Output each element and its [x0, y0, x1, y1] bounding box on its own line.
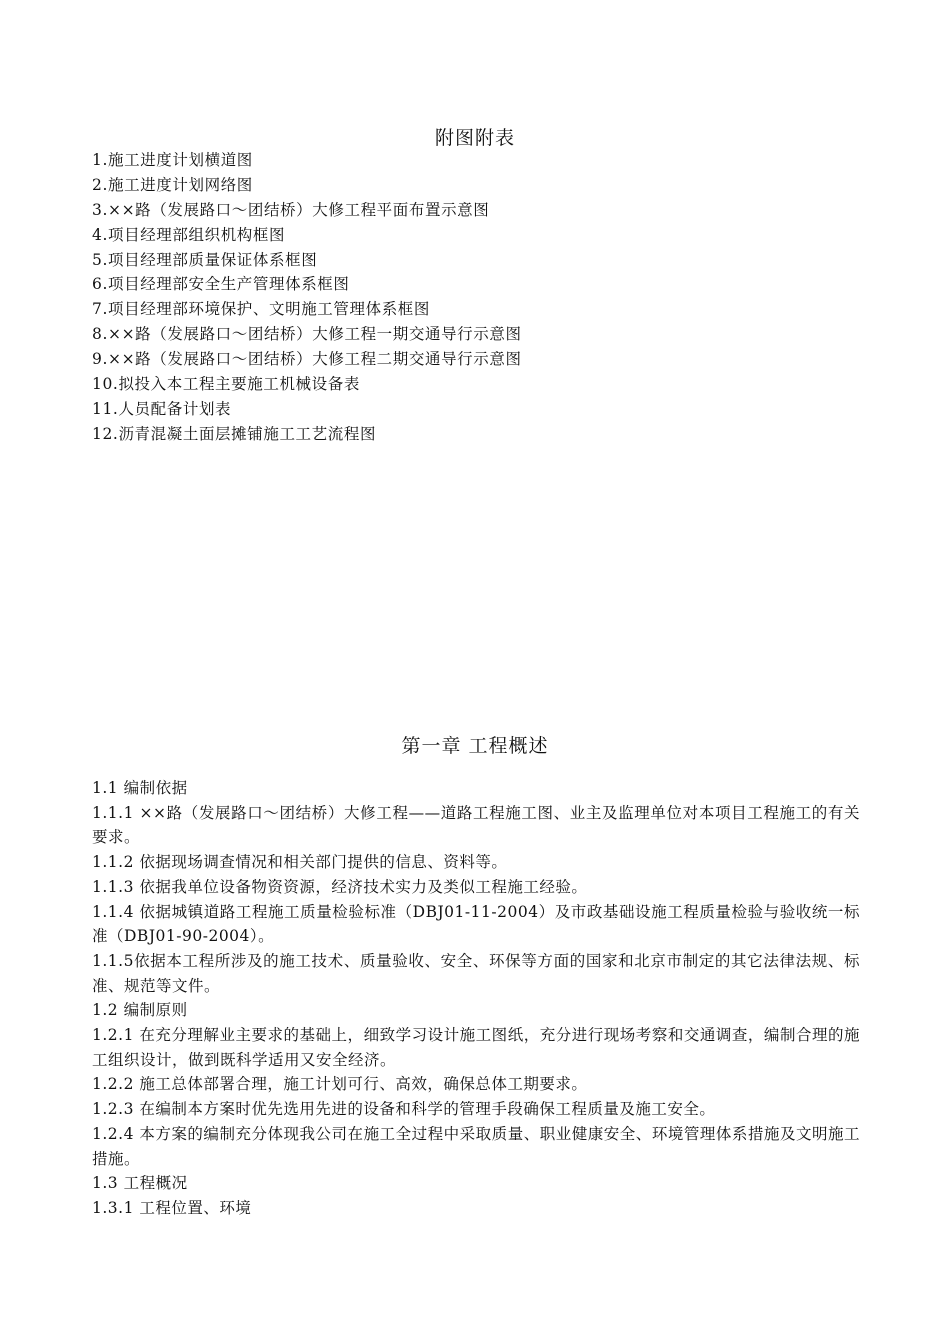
- paragraph: 1.1.1 ××路（发展路口～团结桥）大修工程——道路工程施工图、业主及监理单位对本项目工程施工的有关要求。: [92, 803, 860, 847]
- appendix-item: 10.拟投入本工程主要施工机械设备表: [92, 375, 360, 394]
- section-heading: 1.2 编制原则: [92, 1001, 188, 1020]
- appendix-item: 5.项目经理部质量保证体系框图: [92, 250, 318, 269]
- subsection-heading: 1.3.1 工程位置、环境: [92, 1198, 252, 1217]
- appendix-title: 附图附表: [434, 127, 515, 149]
- appendix-item: 7.项目经理部环境保护、文明施工管理体系框图: [92, 300, 430, 319]
- appendix-item: 12.沥青混凝土面层摊铺施工工艺流程图: [92, 424, 377, 443]
- chapter-body: [92, 776, 860, 1221]
- appendix-item: 4.项目经理部组织机构框图: [92, 225, 286, 244]
- section-heading: 1.1 编制依据: [92, 779, 188, 797]
- appendix-item: 8.××路（发展路口～团结桥）大修工程一期交通导行示意图: [92, 325, 522, 344]
- appendix-item: 11.人员配备计划表: [92, 399, 232, 418]
- chapter-title: 第一章 工程概述: [401, 735, 549, 757]
- paragraph: 1.1.4 依据城镇道路工程施工质量检验标准（DBJ01-11-2004）及市政基础设施工程质量检验与验收统一标准（DBJ01-90-2004）。: [92, 902, 860, 946]
- paragraph: 1.1.3 依据我单位设备物资资源，经济技术实力及类似工程施工经验。: [92, 877, 588, 896]
- paragraph: 1.1.5依据本工程所涉及的施工技术、质量验收、安全、环保等方面的国家和北京市制定的其它法律法规、标准、规范等文件。: [92, 951, 860, 995]
- section-heading: 1.3 工程概况: [92, 1174, 188, 1193]
- appendix-item: 6.项目经理部安全生产管理体系框图: [92, 275, 350, 294]
- appendix-item: 2.施工进度计划网络图: [92, 175, 253, 194]
- paragraph: 1.1.2 依据现场调查情况和相关部门提供的信息、资料等。: [92, 853, 508, 872]
- appendix-item: 9.××路（发展路口～团结桥）大修工程二期交通导行示意图: [92, 350, 522, 369]
- paragraph: 1.2.1 在充分理解业主要求的基础上，细致学习设计施工图纸，充分进行现场考察和交通调查，编制合理的施工组织设计，做到既科学适用又安全经济。: [92, 1026, 860, 1069]
- appendix-list: [92, 148, 872, 447]
- appendix-item: 1.施工进度计划横道图: [92, 151, 253, 169]
- paragraph: 1.2.2 施工总体部署合理，施工计划可行、高效，确保总体工期要求。: [92, 1075, 588, 1094]
- appendix-item: 3.××路（发展路口～团结桥）大修工程平面布置示意图: [92, 200, 490, 219]
- paragraph: 1.2.3 在编制本方案时优先选用先进的设备和科学的管理手段确保工程质量及施工安全。: [92, 1100, 716, 1119]
- paragraph: 1.2.4 本方案的编制充分体现我公司在施工全过程中采取质量、职业健康安全、环境管理体系措施及文明施工措施。: [92, 1124, 860, 1168]
